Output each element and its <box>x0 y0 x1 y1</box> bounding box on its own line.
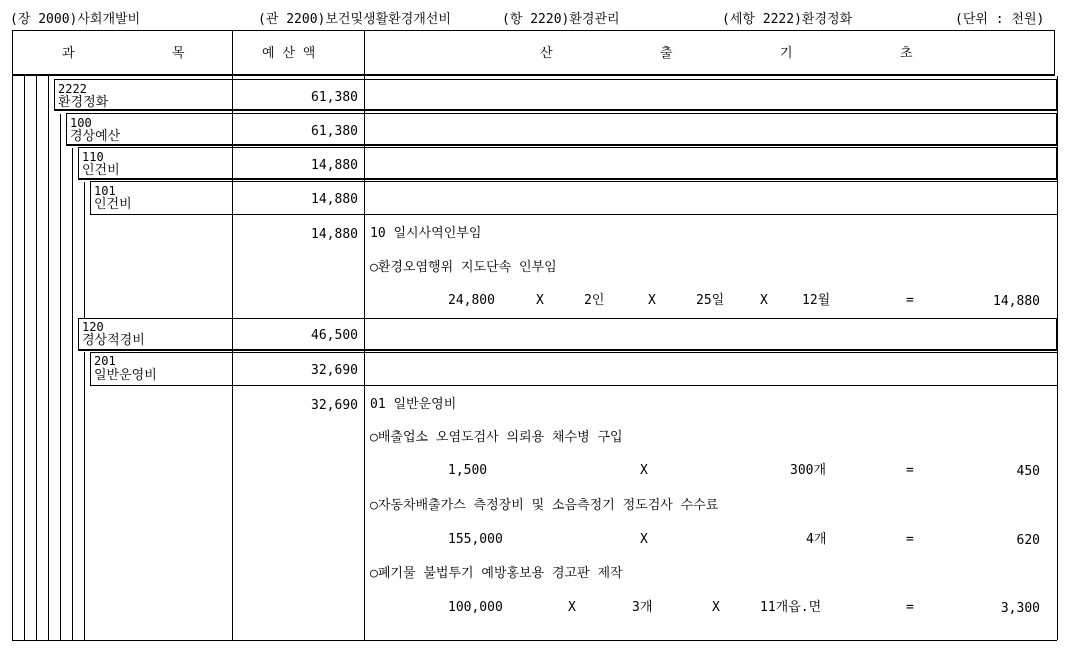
detail-desc: ○환경오염행위 지도단속 인부임 <box>370 260 557 275</box>
calc-result: 14,880 <box>993 294 1040 309</box>
detail-title: 01 일반운영비 <box>370 397 457 412</box>
calc-op: X <box>536 293 544 308</box>
calc-equals: = <box>906 532 914 547</box>
jang-label: (장 2000)사회개발비 <box>10 12 141 27</box>
row-amount: 14,880 <box>311 158 358 173</box>
row-box-101 <box>90 181 1058 215</box>
calc-op: X <box>640 463 648 478</box>
row-name: 경상예산 <box>70 129 121 144</box>
column-header <box>12 30 1055 76</box>
row-name: 인건비 <box>94 197 132 212</box>
indent-line-3 <box>48 76 49 640</box>
row-code: 100 <box>70 116 92 130</box>
row-box-100 <box>66 113 1058 146</box>
row-box-110 <box>78 147 1058 180</box>
detail-desc: ○폐기물 불법투기 예방홍보용 경고판 제작 <box>370 566 623 581</box>
row-amount: 61,380 <box>311 90 358 105</box>
calc-value: 155,000 <box>448 532 503 547</box>
detail-amount: 32,690 <box>311 398 358 413</box>
row-code: 120 <box>82 320 104 334</box>
calc-value: 2인 <box>584 293 605 308</box>
row-code: 201 <box>94 354 116 368</box>
calc-value: 24,800 <box>448 293 495 308</box>
calc-result: 3,300 <box>1000 601 1040 616</box>
indent-line-6a <box>84 182 85 319</box>
calc-result: 620 <box>1016 533 1040 548</box>
indent-line-5 <box>72 148 73 640</box>
sehang-label: (세항 2222)환경정화 <box>722 12 853 27</box>
bottom-border <box>12 640 1057 641</box>
calc-equals: = <box>906 293 914 308</box>
row-code: 101 <box>94 184 116 198</box>
row-amount: 14,880 <box>311 192 358 207</box>
col-basis-4: 초 <box>900 46 913 61</box>
hang-label: (항 2220)환경관리 <box>502 12 620 27</box>
row-amount: 32,690 <box>311 363 358 378</box>
row-box-201 <box>90 352 1058 386</box>
indent-line-4 <box>60 114 61 640</box>
detail-desc: ○배출업소 오염도검사 의뢰용 채수병 구입 <box>370 430 623 445</box>
calc-value: 11개읍.면 <box>760 600 822 615</box>
row-amount: 61,380 <box>311 124 358 139</box>
calc-op: X <box>648 293 656 308</box>
col-subject-b: 목 <box>172 46 185 61</box>
col-basis-1: 산 <box>540 46 553 61</box>
unit-label: (단위 : 천원) <box>955 12 1045 27</box>
calc-op: X <box>568 600 576 615</box>
row-name: 환경정화 <box>58 95 109 110</box>
col-basis-3: 기 <box>780 46 793 61</box>
col-budget: 예 산 액 <box>262 46 316 61</box>
row-box-2222 <box>54 79 1058 111</box>
row-code: 2222 <box>58 82 87 96</box>
calc-value: 12월 <box>802 293 831 308</box>
calc-equals: = <box>906 600 914 615</box>
calc-value: 100,000 <box>448 600 503 615</box>
calc-op: X <box>760 293 768 308</box>
calc-equals: = <box>906 463 914 478</box>
indent-line-2 <box>36 76 37 640</box>
indent-line-6b <box>84 352 85 640</box>
col-subject-a: 과 <box>62 46 75 61</box>
calc-value: 300개 <box>790 463 827 478</box>
calc-value: 4개 <box>806 532 827 547</box>
row-name: 경상적경비 <box>82 333 145 348</box>
calc-value: 3개 <box>632 600 653 615</box>
calc-value: 25일 <box>696 293 725 308</box>
row-code: 110 <box>82 150 104 164</box>
calc-result: 450 <box>1016 464 1040 479</box>
gwan-label: (관 2200)보건및생활환경개선비 <box>258 12 451 27</box>
calc-op: X <box>712 600 720 615</box>
calc-value: 1,500 <box>448 463 488 478</box>
col-basis-2: 출 <box>660 46 673 61</box>
row-amount: 46,500 <box>311 328 358 343</box>
calc-op: X <box>640 532 648 547</box>
detail-desc: ○자동차배출가스 측정장비 및 소음측정기 정도검사 수수료 <box>370 498 719 513</box>
detail-title: 10 일시사역인부임 <box>370 226 482 241</box>
indent-line-1 <box>24 76 25 640</box>
left-border <box>12 76 13 640</box>
row-name: 인건비 <box>82 163 120 178</box>
detail-amount: 14,880 <box>311 227 358 242</box>
row-name: 일반운영비 <box>94 368 157 383</box>
row-box-120 <box>78 318 1058 351</box>
